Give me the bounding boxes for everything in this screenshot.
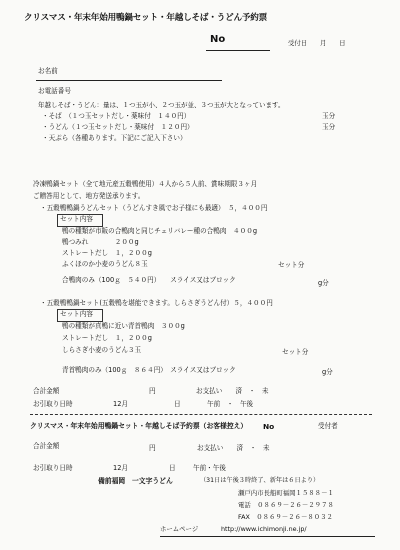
total-amount-label: 合計金額 [33, 387, 60, 395]
set2-meat-only: 青首鴨肉のみ（100ｇ ８６４円） スライス又はブロック [62, 366, 236, 374]
set2-count-label: セット分 [282, 348, 309, 356]
form-number-underline [206, 50, 270, 51]
stub-pickup-day: 日 [169, 464, 176, 472]
customer-phone-label: お電話番号 [38, 87, 71, 95]
stub-title: クリスマス・年末年始用鴨鍋セット・年越しそば予約票（お客様控え） [30, 422, 248, 430]
shop-hours: （31日は午後３時終了、新年は６日より） [200, 477, 320, 484]
total-yen-label: 円 [149, 387, 156, 395]
set2-gram-label: g分 [322, 368, 333, 376]
soba-item: ・そば （１つ玉セットだし・薬味付 １４０円） [42, 112, 191, 120]
payment-status: お支払い 済 ・ 未 [196, 387, 269, 395]
stub-total-label: 合計金額 [33, 442, 60, 450]
tempura-item: ・天ぷら（各種あります。下記にご記入下さい） [42, 134, 187, 142]
udon-item: ・うどん（１つ玉セットだし・薬味付 １２０円） [42, 123, 194, 131]
set1-meat-only: 合鴨肉のみ（100ｇ ５４０円） スライス又はブロック [62, 276, 236, 284]
stub-pickup-ampm: 午前・午後 [193, 464, 226, 472]
set2-line: ストレートだし １，２００g [62, 334, 152, 342]
stub-payment-status: お支払い 済 ・ 未 [197, 444, 270, 452]
set1-gram-label: g分 [318, 279, 329, 287]
received-date-label: 受付日 月 日 [288, 39, 346, 47]
set1-line: ストレートだし １，２００g [62, 249, 152, 257]
set1-line: ふくほのか小麦のうどん８玉 [62, 260, 148, 268]
set2-line: 鴨の種類が真鴨に近い青首鴨肉 ３００g [62, 322, 185, 330]
form-title: クリスマス・年末年始用鴨鍋セット・年越しそば・うどん予約票 [24, 13, 268, 23]
shop-address: 瀬戸内市長船町福岡１５８８－１ [238, 489, 334, 497]
stub-receiver-label: 受付者 [318, 422, 338, 430]
set1-count-label: セット分 [278, 261, 305, 269]
frozen-set-line1: 冷凍鴨鍋セット（全て地元産五穀鴨使用）４人から５人前、賞味期限３ヶ月 [33, 180, 258, 188]
soba-intro: 年越しそば・うどん：量は、１つ玉が小、２つ玉が並、３つ玉が大となっています。 [38, 101, 285, 109]
udon-unit: 玉分 [322, 123, 336, 131]
homepage-label: ホームページ [160, 525, 199, 533]
homepage-underline [160, 536, 375, 537]
stub-yen-label: 円 [149, 444, 156, 452]
set1-title: ・五穀鴨鴨鍋うどんセット（うどんすき風でお子様にも最適） ５，４００円 [40, 204, 268, 212]
pickup-ampm: 午前 ・ 午後 [207, 400, 254, 408]
pickup-date-label: お引取り日時 [33, 400, 73, 408]
shop-fax: FAX ０８６９－２６－８０３２ [238, 513, 333, 521]
homepage-link[interactable]: http://www.ichimonji.ne.jp/ [221, 525, 307, 533]
set2-contents-label: セット内容 [60, 310, 93, 318]
set1-line: 鴨つみれ ２００g [62, 238, 139, 246]
stub-pickup-label: お引取り日時 [33, 464, 73, 472]
set1-line: 鴨の種類が市販の合鴨肉と同じチェリバレー種の合鴨肉 ４００g [62, 227, 258, 235]
set2-line: しらさぎ小麦のうどん３玉 [62, 346, 142, 354]
pickup-month: 12月 [113, 400, 128, 408]
set1-contents-label: セット内容 [60, 215, 93, 223]
shop-name: 備前福岡 一文字うどん [98, 477, 173, 485]
customer-name-label: お名前 [38, 67, 58, 75]
form-number-label: No [210, 34, 226, 45]
frozen-set-line2: ご贈答用として、地方発送承ります。 [33, 192, 145, 200]
shop-phone: 電話 ０８６９－２６－２９７８ [238, 501, 334, 509]
soba-unit: 玉分 [322, 112, 336, 120]
pickup-day: 日 [174, 400, 181, 408]
stub-number-label: No [263, 422, 275, 431]
cut-line [30, 414, 372, 415]
set2-title: ・五穀鴨鴨鍋セット(五穀鴨を堪能できます。しらさぎうどん付）５，４００円 [40, 299, 273, 307]
stub-pickup-month: 12月 [113, 464, 128, 472]
customer-name-line [36, 80, 222, 81]
